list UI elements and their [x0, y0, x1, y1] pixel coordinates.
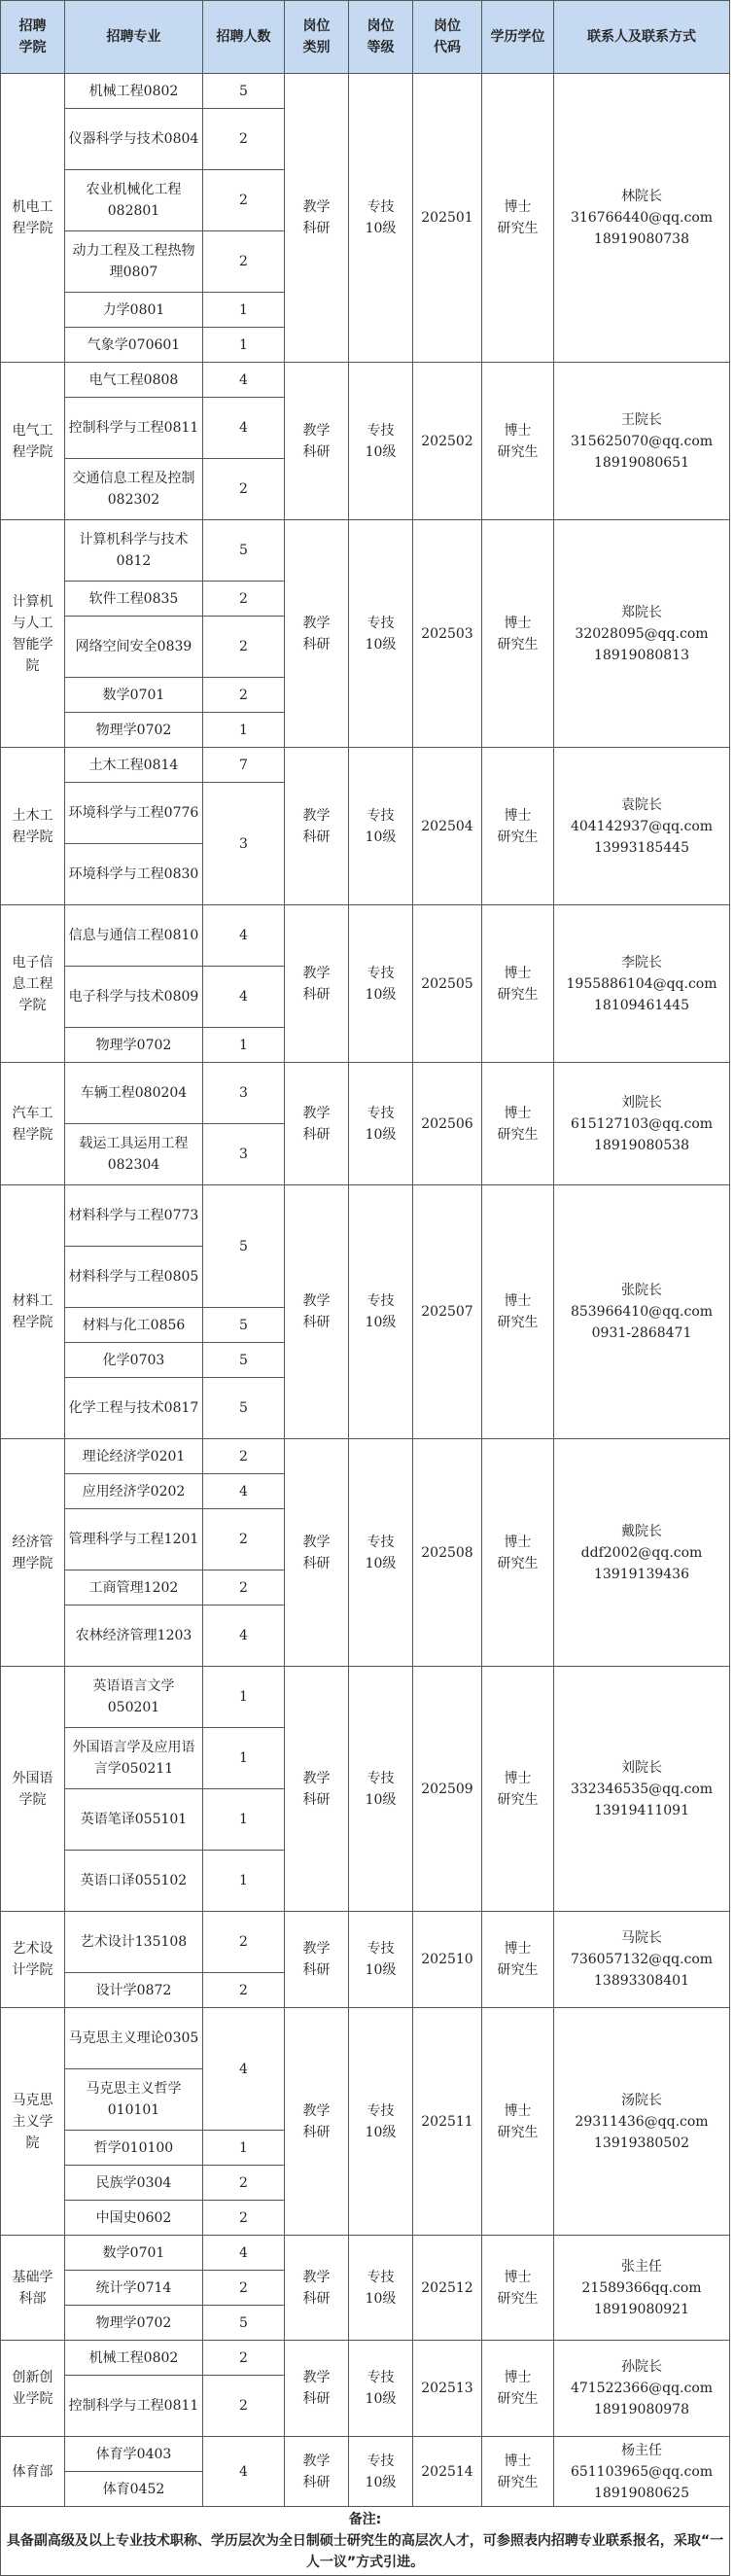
- major-cell: 化学0703: [65, 1343, 203, 1378]
- category-cell: 教学 科研: [285, 905, 349, 1063]
- category-cell: 教学 科研: [285, 1185, 349, 1439]
- college-cell: 外国语 学院: [1, 1667, 65, 1912]
- college-cell: 创新创 业学院: [1, 2341, 65, 2437]
- degree-cell: 博士 研究生: [482, 2341, 554, 2437]
- major-cell: 软件工程0835: [65, 582, 203, 617]
- grade-cell: 专技 10级: [349, 2008, 413, 2236]
- major-cell: 控制科学与工程0811: [65, 2376, 203, 2437]
- major-cell: 机械工程0802: [65, 2341, 203, 2376]
- major-cell: 统计学0714: [65, 2271, 203, 2306]
- college-cell: 基础学 科部: [1, 2236, 65, 2341]
- major-cell: 英语语言文学050201: [65, 1667, 203, 1728]
- category-cell: 教学 科研: [285, 1667, 349, 1912]
- count-cell: 5: [203, 74, 285, 109]
- count-cell: 4: [203, 2236, 285, 2271]
- degree-cell: 博士 研究生: [482, 1912, 554, 2008]
- count-cell: 2: [203, 582, 285, 617]
- college-cell: 汽车工 程学院: [1, 1063, 65, 1185]
- count-cell: 4: [203, 905, 285, 967]
- grade-cell: 专技 10级: [349, 2341, 413, 2437]
- table-row: [1, 74, 730, 109]
- count-cell: 1: [203, 1728, 285, 1789]
- major-cell: 环境科学与工程0776: [65, 783, 203, 844]
- degree-cell: 博士 研究生: [482, 1063, 554, 1185]
- major-cell: 动力工程及工程热物理0807: [65, 231, 203, 293]
- count-cell: 2: [203, 1973, 285, 2008]
- grade-cell: 专技 10级: [349, 1912, 413, 2008]
- major-cell: 力学0801: [65, 293, 203, 328]
- notes-title: 备注:: [348, 2512, 382, 2527]
- table-row: [1, 2008, 730, 2069]
- count-cell: 5: [203, 1308, 285, 1343]
- count-cell: 2: [203, 1912, 285, 1973]
- count-cell: 2: [203, 2376, 285, 2437]
- major-cell: 外国语言学及应用语言学050211: [65, 1728, 203, 1789]
- count-cell: 2: [203, 170, 285, 231]
- contact-cell: 王院长 315625070@qq.com 18919080651: [554, 363, 730, 520]
- category-cell: 教学 科研: [285, 363, 349, 520]
- count-cell: 5: [203, 2306, 285, 2341]
- header-contact: 联系人及联系方式: [554, 1, 730, 74]
- notes-row: [1, 2507, 730, 2576]
- degree-cell: 博士 研究生: [482, 1185, 554, 1439]
- college-cell: 电子信 息工程 学院: [1, 905, 65, 1063]
- major-cell: 中国史0602: [65, 2201, 203, 2236]
- contact-cell: 马院长 736057132@qq.com 13893308401: [554, 1912, 730, 2008]
- category-cell: 教学 科研: [285, 2437, 349, 2507]
- college-cell: 经济管 理学院: [1, 1439, 65, 1667]
- major-cell: 物理学0702: [65, 1028, 203, 1063]
- table-row: [1, 2341, 730, 2376]
- major-cell: 信息与通信工程0810: [65, 905, 203, 967]
- count-cell: 1: [203, 1667, 285, 1728]
- grade-cell: 专技 10级: [349, 2236, 413, 2341]
- grade-cell: 专技 10级: [349, 1063, 413, 1185]
- contact-cell: 张院长 853966410@qq.com 0931-2868471: [554, 1185, 730, 1439]
- category-cell: 教学 科研: [285, 74, 349, 363]
- count-cell: 5: [203, 520, 285, 582]
- major-cell: 管理科学与工程1201: [65, 1509, 203, 1570]
- count-cell: 2: [203, 1439, 285, 1474]
- major-cell: 应用经济学0202: [65, 1474, 203, 1509]
- degree-cell: 博士 研究生: [482, 748, 554, 905]
- table-row: [1, 520, 730, 582]
- major-cell: 仪器科学与技术0804: [65, 109, 203, 170]
- contact-cell: 孙院长 471522366@qq.com 18919080978: [554, 2341, 730, 2437]
- major-cell: 理论经济学0201: [65, 1439, 203, 1474]
- code-cell: 202506: [413, 1063, 482, 1185]
- grade-cell: 专技 10级: [349, 2437, 413, 2507]
- grade-cell: 专技 10级: [349, 363, 413, 520]
- count-cell: 1: [203, 713, 285, 748]
- major-cell: 马克思主义哲学010101: [65, 2069, 203, 2131]
- major-cell: 工商管理1202: [65, 1570, 203, 1606]
- count-cell: 1: [203, 1028, 285, 1063]
- notes-text: 具备副高级及以上专业技术职称、学历层次为全日制硕士研究生的高层次人才，可参照表内招聘专业联系报名，采取“一人一议”方式引进。: [6, 2533, 724, 2570]
- major-cell: 土木工程0814: [65, 748, 203, 783]
- major-cell: 民族学0304: [65, 2166, 203, 2201]
- major-cell: 电气工程0808: [65, 363, 203, 398]
- major-cell: 物理学0702: [65, 2306, 203, 2341]
- count-cell: 5: [203, 1185, 285, 1308]
- contact-cell: 林院长 316766440@qq.com 18919080738: [554, 74, 730, 363]
- major-cell: 网络空间安全0839: [65, 617, 203, 678]
- code-cell: 202502: [413, 363, 482, 520]
- count-cell: 5: [203, 1378, 285, 1439]
- count-cell: 2: [203, 2201, 285, 2236]
- major-cell: 体育学0403: [65, 2437, 203, 2472]
- degree-cell: 博士 研究生: [482, 905, 554, 1063]
- count-cell: 1: [203, 293, 285, 328]
- college-cell: 机电工 程学院: [1, 74, 65, 363]
- major-cell: 农业机械化工程082801: [65, 170, 203, 231]
- count-cell: 2: [203, 2166, 285, 2201]
- count-cell: 2: [203, 231, 285, 293]
- college-cell: 土木工 程学院: [1, 748, 65, 905]
- category-cell: 教学 科研: [285, 1912, 349, 2008]
- category-cell: 教学 科研: [285, 2236, 349, 2341]
- code-cell: 202504: [413, 748, 482, 905]
- major-cell: 英语口译055102: [65, 1851, 203, 1912]
- table-row: [1, 1185, 730, 1247]
- count-cell: 3: [203, 1124, 285, 1185]
- degree-cell: 博士 研究生: [482, 74, 554, 363]
- major-cell: 交通信息工程及控制082302: [65, 459, 203, 520]
- major-cell: 化学工程与技术0817: [65, 1378, 203, 1439]
- major-cell: 控制科学与工程0811: [65, 398, 203, 459]
- college-cell: 材料工 程学院: [1, 1185, 65, 1439]
- major-cell: 材料科学与工程0805: [65, 1247, 203, 1308]
- college-cell: 马克思 主义学 院: [1, 2008, 65, 2236]
- major-cell: 艺术设计135108: [65, 1912, 203, 1973]
- major-cell: 物理学0702: [65, 713, 203, 748]
- major-cell: 环境科学与工程0830: [65, 844, 203, 905]
- grade-cell: 专技 10级: [349, 74, 413, 363]
- header-row: [1, 1, 730, 74]
- grade-cell: 专技 10级: [349, 520, 413, 748]
- code-cell: 202512: [413, 2236, 482, 2341]
- major-cell: 农林经济管理1203: [65, 1606, 203, 1667]
- category-cell: 教学 科研: [285, 1439, 349, 1667]
- count-cell: 2: [203, 678, 285, 713]
- major-cell: 体育0452: [65, 2472, 203, 2507]
- table-row: [1, 2437, 730, 2472]
- code-cell: 202511: [413, 2008, 482, 2236]
- contact-cell: 郑院长 32028095@qq.com 18919080813: [554, 520, 730, 748]
- count-cell: 4: [203, 398, 285, 459]
- college-cell: 计算机 与人工 智能学 院: [1, 520, 65, 748]
- grade-cell: 专技 10级: [349, 748, 413, 905]
- code-cell: 202513: [413, 2341, 482, 2437]
- major-cell: 载运工具运用工程082304: [65, 1124, 203, 1185]
- header-category: 岗位 类别: [285, 1, 349, 74]
- degree-cell: 博士 研究生: [482, 363, 554, 520]
- degree-cell: 博士 研究生: [482, 1667, 554, 1912]
- contact-cell: 戴院长 ddf2002@qq.com 13919139436: [554, 1439, 730, 1667]
- degree-cell: 博士 研究生: [482, 520, 554, 748]
- grade-cell: 专技 10级: [349, 1439, 413, 1667]
- header-code: 岗位 代码: [413, 1, 482, 74]
- count-cell: 2: [203, 459, 285, 520]
- count-cell: 2: [203, 2271, 285, 2306]
- major-cell: 车辆工程080204: [65, 1063, 203, 1124]
- degree-cell: 博士 研究生: [482, 2236, 554, 2341]
- table-row: [1, 1667, 730, 1728]
- table-row: [1, 363, 730, 398]
- header-college: 招聘 学院: [1, 1, 65, 74]
- notes-cell: [1, 2507, 730, 2576]
- major-cell: 机械工程0802: [65, 74, 203, 109]
- major-cell: 气象学070601: [65, 328, 203, 363]
- count-cell: 1: [203, 1789, 285, 1851]
- major-cell: 数学0701: [65, 2236, 203, 2271]
- header-count: 招聘人数: [203, 1, 285, 74]
- table-body: [1, 74, 730, 2507]
- header-degree: 学历学位: [482, 1, 554, 74]
- code-cell: 202501: [413, 74, 482, 363]
- contact-cell: 张主任 21589366qq.com 18919080921: [554, 2236, 730, 2341]
- table-row: [1, 748, 730, 783]
- count-cell: 4: [203, 2008, 285, 2131]
- grade-cell: 专技 10级: [349, 905, 413, 1063]
- contact-cell: 李院长 1955886104@qq.com 18109461445: [554, 905, 730, 1063]
- major-cell: 设计学0872: [65, 1973, 203, 2008]
- contact-cell: 杨主任 651103965@qq.com 18919080625: [554, 2437, 730, 2507]
- count-cell: 3: [203, 783, 285, 905]
- grade-cell: 专技 10级: [349, 1667, 413, 1912]
- category-cell: 教学 科研: [285, 2341, 349, 2437]
- major-cell: 材料科学与工程0773: [65, 1185, 203, 1247]
- major-cell: 马克思主义理论0305: [65, 2008, 203, 2069]
- code-cell: 202505: [413, 905, 482, 1063]
- count-cell: 1: [203, 328, 285, 363]
- count-cell: 7: [203, 748, 285, 783]
- count-cell: 2: [203, 1509, 285, 1570]
- count-cell: 4: [203, 1606, 285, 1667]
- code-cell: 202503: [413, 520, 482, 748]
- count-cell: 1: [203, 1851, 285, 1912]
- contact-cell: 袁院长 404142937@qq.com 13993185445: [554, 748, 730, 905]
- major-cell: 哲学010100: [65, 2131, 203, 2166]
- table-row: [1, 2236, 730, 2271]
- major-cell: 数学0701: [65, 678, 203, 713]
- code-cell: 202514: [413, 2437, 482, 2507]
- count-cell: 2: [203, 109, 285, 170]
- count-cell: 1: [203, 2131, 285, 2166]
- count-cell: 4: [203, 1474, 285, 1509]
- table-row: [1, 905, 730, 967]
- header-major: 招聘专业: [65, 1, 203, 74]
- contact-cell: 汤院长 29311436@qq.com 13919380502: [554, 2008, 730, 2236]
- code-cell: 202509: [413, 1667, 482, 1912]
- contact-cell: 刘院长 332346535@qq.com 13919411091: [554, 1667, 730, 1912]
- count-cell: 3: [203, 1063, 285, 1124]
- major-cell: 材料与化工0856: [65, 1308, 203, 1343]
- category-cell: 教学 科研: [285, 748, 349, 905]
- table-row: [1, 1912, 730, 1973]
- count-cell: 4: [203, 363, 285, 398]
- major-cell: 计算机科学与技术0812: [65, 520, 203, 582]
- degree-cell: 博士 研究生: [482, 2437, 554, 2507]
- header-grade: 岗位 等级: [349, 1, 413, 74]
- major-cell: 英语笔译055101: [65, 1789, 203, 1851]
- count-cell: 2: [203, 1570, 285, 1606]
- count-cell: 4: [203, 967, 285, 1028]
- category-cell: 教学 科研: [285, 520, 349, 748]
- college-cell: 电气工 程学院: [1, 363, 65, 520]
- contact-cell: 刘院长 615127103@qq.com 18919080538: [554, 1063, 730, 1185]
- count-cell: 2: [203, 617, 285, 678]
- code-cell: 202507: [413, 1185, 482, 1439]
- table-row: [1, 1439, 730, 1474]
- category-cell: 教学 科研: [285, 1063, 349, 1185]
- code-cell: 202510: [413, 1912, 482, 2008]
- category-cell: 教学 科研: [285, 2008, 349, 2236]
- table-row: [1, 1063, 730, 1124]
- count-cell: 2: [203, 2341, 285, 2376]
- degree-cell: 博士 研究生: [482, 1439, 554, 1667]
- degree-cell: 博士 研究生: [482, 2008, 554, 2236]
- college-cell: 艺术设 计学院: [1, 1912, 65, 2008]
- count-cell: 4: [203, 2437, 285, 2507]
- code-cell: 202508: [413, 1439, 482, 1667]
- college-cell: 体育部: [1, 2437, 65, 2507]
- grade-cell: 专技 10级: [349, 1185, 413, 1439]
- major-cell: 电子科学与技术0809: [65, 967, 203, 1028]
- count-cell: 5: [203, 1343, 285, 1378]
